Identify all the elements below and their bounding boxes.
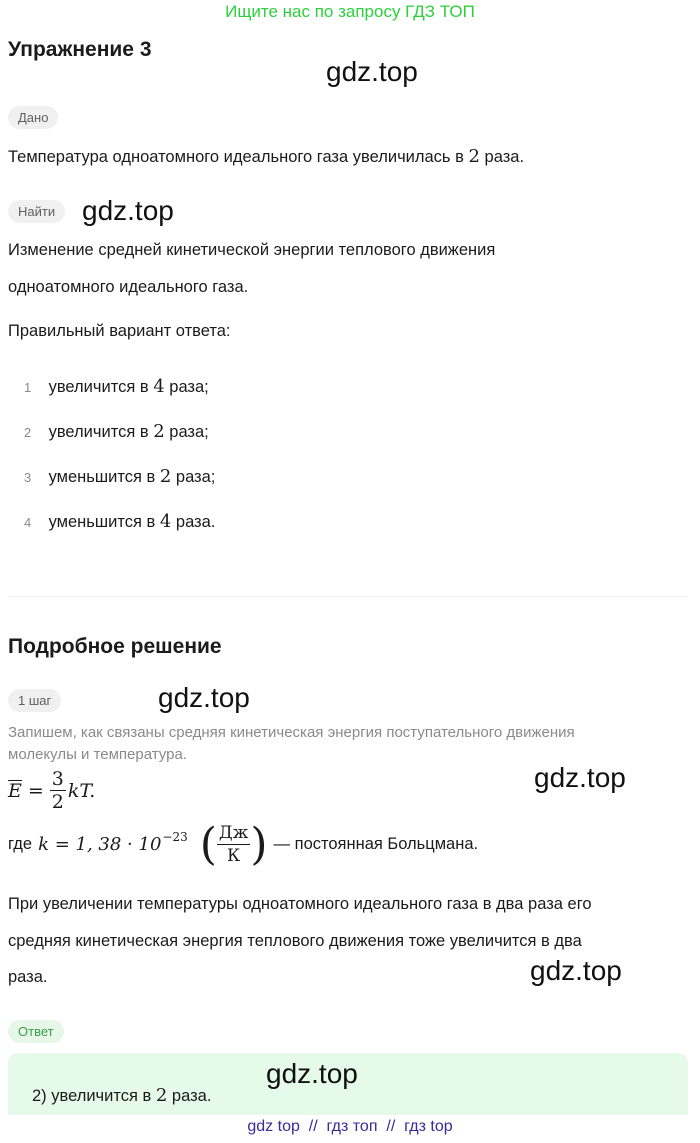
- step-label-pill: [8, 689, 61, 712]
- answer-prefix: 2) увеличится в: [32, 1087, 152, 1105]
- find-label: Найти: [8, 200, 65, 223]
- find-line-2: одноатомного идеального газа.: [8, 278, 249, 296]
- answer-text: [32, 1085, 211, 1106]
- option-suffix: раза;: [169, 423, 209, 441]
- watermark: gdz.top: [158, 682, 250, 713]
- option-number: 1: [24, 380, 32, 395]
- option-value: 2: [159, 466, 172, 487]
- watermark: gdz.top: [266, 1058, 358, 1089]
- unit-numerator: Дж: [218, 823, 249, 843]
- given-number: 2: [468, 146, 480, 167]
- option-2[interactable]: [24, 421, 209, 442]
- conclusion-line-1: При увеличении температуры одноатомного идеального газа в два раза его: [8, 895, 592, 913]
- option-text: увеличится в: [48, 423, 149, 441]
- where-prefix: где: [8, 835, 33, 853]
- find-label-pill: [8, 200, 65, 223]
- given-text-before: Температура одноатомного идеального газа увеличилась в: [8, 148, 464, 166]
- watermark: gdz.top: [534, 762, 626, 793]
- conclusion-line-3: раза.: [8, 968, 48, 986]
- option-text: уменьшится в: [48, 468, 156, 486]
- conclusion-line-2: средняя кинетическая энергия теплового движения тоже увеличится в два: [8, 932, 582, 950]
- energy-formula: [8, 768, 95, 813]
- formula-fraction: [50, 768, 66, 813]
- watermark: gdz.top: [82, 195, 174, 226]
- answer-suffix: раза.: [171, 1087, 212, 1105]
- paren-close: ): [250, 818, 268, 870]
- step-description-line-1: Запишем, как связаны средняя кинетическая энергия поступательного движения: [8, 724, 575, 741]
- option-number: 4: [24, 515, 32, 530]
- watermark: gdz.top: [326, 56, 418, 87]
- footer-links[interactable]: gdz top // гдз топ // гдз top: [247, 1118, 453, 1135]
- given-text: [8, 146, 524, 167]
- option-suffix: раза;: [175, 468, 216, 486]
- option-4[interactable]: [24, 511, 215, 532]
- option-suffix: раза;: [169, 378, 209, 396]
- option-value: 4: [159, 511, 172, 532]
- boltzmann-exponent: −23: [162, 829, 188, 844]
- answer-number: 2: [155, 1085, 168, 1106]
- formula-numerator: 3: [51, 768, 64, 790]
- answer-label-pill: [8, 1020, 64, 1043]
- find-line-1: Изменение средней кинетической энергии теплового движения: [8, 241, 496, 259]
- step-description-line-2: молекулы и температура.: [8, 746, 187, 763]
- option-number: 3: [24, 470, 32, 485]
- paren-open: (: [199, 818, 217, 870]
- solution-title: Подробное решение: [8, 635, 222, 658]
- boltzmann-value: k = 1, 38 · 10: [38, 834, 162, 855]
- option-text: уменьшится в: [48, 513, 156, 531]
- option-value: 2: [153, 421, 165, 442]
- formula-eq: =: [27, 779, 44, 802]
- option-value: 4: [153, 376, 165, 397]
- given-text-after: раза.: [484, 148, 525, 166]
- answer-label: Ответ: [8, 1020, 64, 1043]
- given-label: Дано: [8, 106, 58, 129]
- option-1[interactable]: [24, 376, 209, 397]
- exercise-title: Упражнение 3: [8, 38, 152, 61]
- banner-text[interactable]: Ищите нас по запросу ГДЗ ТОП: [225, 2, 475, 21]
- option-3[interactable]: [24, 466, 215, 487]
- step-description: [8, 722, 575, 766]
- formula-rhs: kT.: [67, 779, 96, 802]
- option-suffix: раза.: [175, 513, 216, 531]
- where-suffix: — постоянная Больцмана.: [273, 835, 479, 853]
- option-text: увеличится в: [48, 378, 149, 396]
- section-divider: [8, 596, 688, 597]
- formula-lhs: E: [8, 780, 22, 802]
- given-label-pill: [8, 106, 58, 129]
- option-number: 2: [24, 425, 32, 440]
- step-label: 1 шаг: [8, 689, 61, 712]
- question-text: Правильный вариант ответа:: [8, 322, 231, 340]
- unit-denominator: К: [227, 846, 241, 866]
- formula-denominator: 2: [51, 791, 64, 813]
- watermark: gdz.top: [530, 955, 622, 986]
- boltzmann-line: [8, 818, 479, 870]
- unit-fraction: [217, 822, 250, 867]
